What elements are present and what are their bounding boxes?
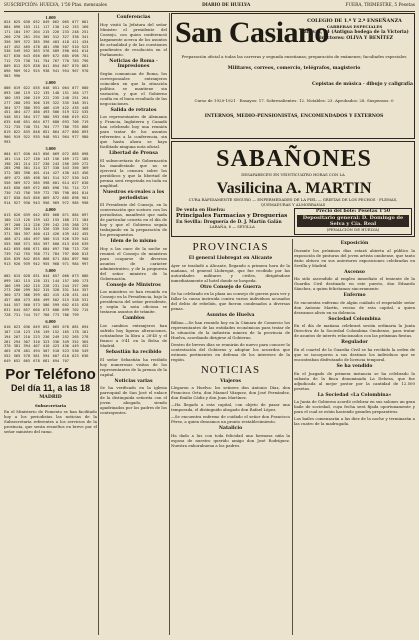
por-telefono-heading: Por Teléfono [5, 366, 96, 384]
article-text: Llegaron a Huelva: los señores don Antonio Díaz, don Francisco Orta, don Manuel Vázquez, don José Fernández, don Emilio Cádiz y don Juan Martínez. [171, 385, 290, 401]
numbers-head-2: 2.000 [45, 80, 56, 86]
article-text: El señor Sebastián ha recibido hoy numerosas visitas de los representantes de la prensa de la capital. [100, 356, 167, 377]
section-provincias: PROVINCIAS [192, 241, 269, 253]
venta-block [176, 208, 288, 235]
article-text: Hoy a las once de la noche se reunirá el Consejo de ministros para ocuparse de diversos asuntos de carácter administrativo, y de la propuesta del señor ministro de la Gobernación. [100, 245, 167, 281]
provincias-column [171, 239, 290, 635]
numbers-head-1: 1.000 [45, 14, 56, 20]
article-text: Se encuentra enfermo de algún cuidado el respetable señor don Antonio Martín, vecino de esta capital, a quien deseamos alivio en su dolencia. [294, 299, 415, 315]
article-heading: Cambios [122, 316, 145, 322]
masthead-subscription: SUSCRIPCIÓN: HUELVA, 1'50 Ptas. mensuales [4, 3, 107, 8]
san-casiano-title: San Casiano [175, 16, 329, 49]
masthead-title: DIARIO DE HUELVA [201, 3, 251, 8]
san-casiano-ad [171, 13, 415, 139]
local-news-column [294, 239, 415, 635]
column-rule [169, 13, 170, 635]
depositario: Depositario general: D. Domingo de Seiva y Cía. Real [297, 215, 409, 227]
article-text: Hoy visitó la Jefatura del señor Ministro el presidente del Consejo, con quien conferenció largamente acerca de los asuntos de actualidad y de las cuestiones pendientes de resolución en el Parlamento. [100, 21, 167, 57]
ad-line: Copistas de música · dibujo y caligrafía [311, 82, 413, 87]
ad-line: Preparación oficial a todas las carreras y segunda enseñanza; preparación de exámenes; facultades especiales [181, 54, 407, 59]
numbers-block-5: 002 015 028 031 044 057 060 073 086 099 102 115 128 131 144 157 160 173 186 199 202 215 228 231 244 257 260 273 286 299 302 315 328 331 344 357 360 373 386 399 402 415 428 431 444 457 460 473 486 499 502 515 528 531 544 557 560 573 586 599 602 615 628 631 644 657 660 673 686 699 702 715 728 731 744 757 760 773 786 799 [4, 273, 89, 317]
sabanones-ad [171, 141, 415, 237]
column-rule [98, 13, 99, 635]
article-text: —Ha llegado a esta capital, con objeto de pasar una temporada, el distinguido abogado don Rafael López. [171, 402, 290, 413]
ad-line: INTERNOS, MEDIO-PENSIONISTAS, ENCOMENDADOS Y EXTERNOS [204, 114, 384, 119]
depositario-sub: (PENALCIÓN DE HUELVA) [326, 227, 380, 232]
numbers-block-3: 004 017 030 043 056 069 072 085 098 101 114 127 130 143 156 169 172 185 198 201 214 227 230 243 256 269 272 285 298 301 314 327 330 343 356 369 372 385 398 401 414 427 430 443 456 469 472 485 498 501 514 527 530 543 556 569 572 585 598 601 614 627 630 643 656 669 672 685 698 701 714 727 730 743 756 769 772 785 798 801 814 827 830 843 856 869 872 885 898 901 914 927 930 943 956 969 972 985 998 [4, 151, 89, 205]
article-text: Dentro de breves días se reunirán de nuevo para conocer la contestación del Gobierno y adoptar los acuerdos que estimen pertinentes en defensa de los intereses de la región. [171, 341, 290, 362]
article-heading: Otro Consejo de Guerra [200, 284, 261, 290]
article-text: En el cuartel de la Guardia Civil se ha recibido la orden de que se incorporen a sus destinos los individuos que se encontraban disfrutando de licencia temporal. [294, 346, 415, 362]
article-text: El Presidente del Consejo, en la conversación que sostuvo con los periodistas, manifestó que nada de particular ocurría en el día de hoy y que el Gobierno seguía trabajando en la preparación de los presupuestos. [100, 202, 167, 238]
madrid-subheading: Subsecretaria [34, 402, 67, 408]
article-heading: Idem de lo mismo [110, 239, 157, 245]
sabanones-subtitle: DESAPARECEN EN VEINTICUATRO HORAS CON LA [241, 172, 345, 177]
article-heading: Se ha vendido [336, 363, 373, 369]
venta-sevilla: En Sevilla: Droguería de D. J. Martín Galán [176, 219, 282, 225]
colegio-name: COLEGIO DE 1.ª Y 2.ª ENSEÑANZA [307, 18, 402, 24]
article-text: En el Juzgado de primera instancia se ha celebrado la subasta de la finca denominada La Dehesa, que fue adjudicada al mejor postor por la cantidad de 12.500 pesetas. [294, 370, 415, 391]
numbers-head-3: 3.000 [45, 146, 56, 152]
precio-bote: Precio del bote: Pesetas 1'50 [315, 209, 391, 214]
article-heading: Exposición [340, 241, 369, 246]
numbers-head-5: 5.000 [45, 268, 56, 274]
madrid-text: En el Ministerio de Fomento se han facilitado hoy a los periodistas las noticias de la Subsecretaría referentes a los servicios de la provincia, que serán resueltos en breve por el señor ministro del ramo. [4, 409, 97, 435]
article-heading: Noticias varias [114, 378, 153, 384]
colegio-directores: Directores: OLIVA Y BENÍTEZ [316, 36, 393, 41]
article-heading: Regulador [341, 340, 368, 346]
colegio-heading [296, 18, 413, 42]
deposito-block [294, 208, 412, 235]
article-text: Los ministros se han reunido en Consejo en la Presidencia, bajo la presidencia del señor presidente, y según la nota oficiosa se trataron asuntos de trámite. [100, 289, 167, 315]
article-heading: Asuntos de Huelva [206, 313, 255, 319]
article-heading: Enfermo [343, 293, 366, 299]
article-text: Los representantes de Alemania y Francia, Inglaterra y Canadá han celebrado hoy una reunión para tratar de los asuntos referentes a la conferencia, sin que hasta ahora se haya facilitado ninguna nota oficial. [100, 114, 167, 150]
article-text: Se ha verificado en la iglesia parroquial de San José el enlace de la distinguida señorita con el joven abogado, siendo apadrinados por los padres de los contrayentes. [100, 385, 167, 416]
article-heading: Ascenso [344, 269, 365, 275]
carreras-especiales: CARRERAS ESPECIALES [326, 24, 383, 29]
venta-sevilla-address: LARAÑA, 6 — SEVILLA [209, 224, 255, 230]
article-text: Bilbao.—Se han reunido hoy en la Cámara de Comercio los representantes de las entidades económicas para tratar de la situación de la industria minera de la provincia de Huelva, acordando dirigirse al Gobierno. [171, 319, 290, 340]
sabanones-title: SABAÑONES [216, 146, 372, 172]
numbers-head-6: 6.000 [45, 319, 56, 325]
article-heading: Consejo de Ministros [106, 282, 161, 288]
article-heading: Sociedad Colombina [328, 316, 381, 322]
numbers-block-1: 024 025 030 032 049 062 065 077 081 084 096 103 111 117 130 142 153 160 171 184 197 204 215 226 233 248 251 266 270 281 294 305 312 327 338 341 356 369 372 385 390 403 418 421 434 447 452 465 478 481 496 507 510 523 536 549 552 563 576 589 590 601 614 627 630 643 656 669 672 685 698 701 712 725 738 741 754 767 770 783 796 809 812 825 838 841 854 867 870 883 896 909 912 925 938 941 954 967 970 983 996 [4, 20, 89, 78]
section-noticias: NOTICIAS [200, 363, 261, 376]
por-telefono-date: Del día 11, a las 18 [10, 383, 91, 394]
article-heading: Nuestros ex-reales a los periodistas [102, 189, 165, 201]
article-text: La Junta de Gobierno acordó celebrar en sus salones un gran baile de sociedad, cuya fecha será fijada oportunamente y para el cual se están haciendo grandes preparativos. [294, 399, 415, 415]
article-text: En el día de mañana celebrará sesión ordinaria la Junta Directiva de la Sociedad Colombina Onubense, para tratar de asuntos de interés relacionados con las próximas fiestas. [294, 323, 415, 339]
article-text: —Se encuentra enfermo de cuidado el señor don Francisco Pérez, a quien deseamos un pronto restablecimiento. [171, 414, 290, 425]
article-heading: Sebastián ha recibido [105, 349, 162, 355]
article-heading: Salida de retratos [110, 107, 157, 113]
article-text: Ha dado a luz con toda felicidad una hermosa niña la esposa de nuestro querido amigo don José Rodríguez. Nuestra enhorabuena a los padres. [171, 432, 290, 448]
masthead [4, 1, 415, 12]
article-heading: Natalicio [218, 426, 243, 432]
vasilicina-brand: Vasilicina A. MARTIN [216, 180, 372, 197]
colegio-address: Cánovas, 44 (Antigua bodega de la Victoria) [300, 30, 409, 35]
article-heading: Libertad de Prensa [109, 151, 158, 157]
ad-line: Militares, correos, comercio, telégrafos, magisterio [227, 66, 361, 71]
article-text: Durante los próximos días estará abierta al público la exposición de pinturas del joven artista onubense, que tanto éxito obtuvo en sus anteriores exposiciones celebradas en Sevilla y Madrid. [294, 247, 415, 268]
article-text: Se ha celebrado en la plaza un consejo de guerra para ver y fallar la causa instruida contra varios individuos acusados del delito de rebelión, que fueron condenados a diversas penas. [171, 291, 290, 312]
article-heading: Viajeros [220, 378, 241, 384]
sabanones-claims: CURA RÁPIDAMENTE SEGURO — ENFERMEDADES DE LA PIEL — GRIETAS DE LOS PECHOS · FLEMAS, QUEMADURAS Y ALMORRANAS [188, 197, 398, 207]
numbers-block-6: 010 023 036 049 052 065 078 081 094 107 110 123 136 149 152 165 178 181 194 207 210 223 236 249 252 265 278 281 294 307 310 323 336 349 352 365 378 381 394 407 410 423 436 449 452 465 478 481 494 507 510 523 536 549 552 565 578 581 594 607 610 623 636 649 652 665 678 681 694 707 [4, 324, 89, 364]
numbers-head-4: 4.000 [45, 207, 56, 213]
news-column [100, 13, 167, 635]
madrid-heading: MADRID [39, 395, 62, 401]
article-heading: El general Llobregat en Alicante [188, 256, 273, 261]
column-rule [292, 239, 293, 635]
article-text: Los bailes comenzarán a las diez de la noche y terminarán a las cuatro de la madrugada. [294, 416, 415, 427]
numbers-block-4: 013 026 039 042 055 068 071 084 097 100 113 126 139 142 155 168 171 184 197 200 213 226 239 242 255 268 271 284 297 300 313 326 339 342 355 368 371 384 397 400 413 426 439 442 455 468 471 484 497 500 513 526 539 542 555 568 571 584 597 600 613 626 639 642 655 668 671 684 697 700 713 726 739 742 755 768 771 784 797 800 813 826 839 842 855 868 871 884 897 900 913 926 939 942 955 968 971 984 997 [4, 212, 89, 266]
venta-heading: De venta en Huelva: [176, 208, 226, 213]
lottery-column [4, 13, 97, 635]
article-text: Ha sido ascendido al empleo inmediato el teniente de la Guardia Civil destinado en este puesto, don Eduardo Sánchez, a quien felicitamos sinceramente. [294, 276, 415, 292]
masthead-trimester: FUERA, TRIMESTRE, 5 Pesetas [345, 3, 415, 8]
article-text: Ayer se trasladó a Alicante, llegando a primera hora de la mañana, el general Llobregat, que fue recibido por las autoridades militares y civiles, dirigiéndose inmediatamente al hotel donde se hospeda. [171, 262, 290, 283]
venta-places: Principales Farmacias y Droguerías [176, 213, 288, 220]
article-heading: Noticias de Roma · Impresiones [109, 58, 158, 70]
article-text: Los cambios extranjeros han sufrido hoy ligeras alteraciones, cotizándose la libra a 28'45 y el franco a 0'41 en la Bolsa de Madrid. [100, 322, 167, 348]
article-heading: La Sociedad «La Colombina» [317, 392, 392, 398]
article-text: El subsecretario de Gobernación ha manifestado que no se ejercerá la censura sobre los periódicos y que la libertad de prensa será respetada en toda su amplitud. [100, 157, 167, 188]
ad-line: Curso de 1920-1921 · Ensayos: 17. Sobresalientes: 12. Notables: 23. Aprobados: 28. Suspensos: 0 [194, 98, 394, 103]
article-heading: Conferencias [116, 15, 151, 20]
article-text: Según comunican de Roma, los corresponsales extranjeros coinciden en que la situación política se mantiene sin variación, y que el Gobierno confía en el buen resultado de las negociaciones. [100, 70, 167, 106]
numbers-block-2: 006 019 022 035 048 051 064 077 080 093 106 119 122 135 148 151 164 177 180 193 206 219 222 235 248 251 264 277 280 293 306 319 322 335 348 351 364 377 380 393 406 419 422 435 448 451 464 477 480 493 506 519 522 535 548 551 564 577 580 593 606 619 622 635 648 651 664 677 680 693 706 719 722 735 748 751 764 777 780 793 806 819 822 835 848 851 864 877 880 893 906 919 922 935 948 951 964 977 980 993 [4, 85, 89, 144]
